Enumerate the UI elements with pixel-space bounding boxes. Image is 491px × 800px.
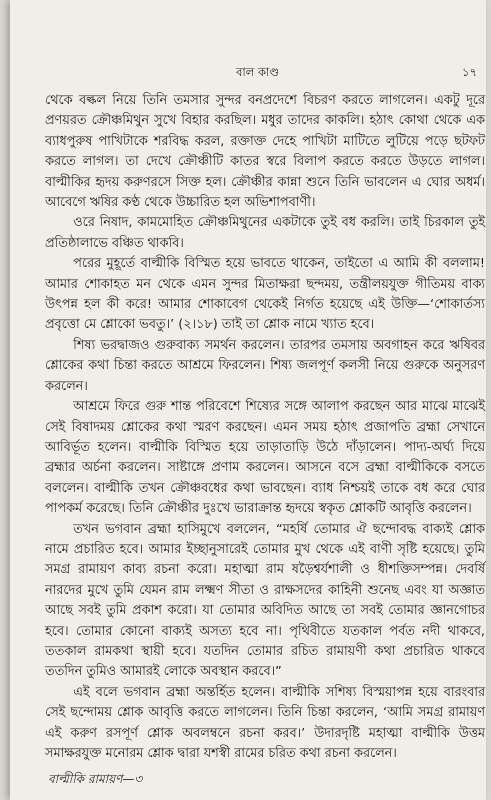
paragraph-3: পরের মুহূর্তে বাল্মীকি বিস্মিত হয়ে ভাবতে থাকেন, তাইতো এ আমি কী বললাম! আমার শোকাহত মন থেকে এমন সুন্দর মিতাক্ষরা ছন্দময়, তন্ত্রীলয়যুক্ত গীতিময় বাক্য উৎপন্ন হল কী করে! আমার শোকাবেগ থেকেই নির্গত হয়েছে এই উক্তি—‘শোকার্তস্য প্রবৃত্তো মে শ্লোকো ভবতু।’ (২।১৮) তাই তা শ্লোক নামে খ্যাত হবে। [45, 256, 485, 333]
paragraph-2: ওরে নিষাদ, কামমোহিত ক্রৌঞ্চমিথুনের একটাকে তুই বধ করলি। তাই চিরকাল তুই প্রতিষ্ঠালাভে বঞ্চিত থাকবি। [45, 215, 485, 251]
book-page [10, 0, 486, 800]
paragraph-5: আশ্রমে ফিরে গুরু শান্ত পরিবেশে শিষ্যের সঙ্গে আলাপ করছেন আর মাঝে মাঝেই সেই বিষাদময় শ্লোকের কথা স্মরণ করছেন। এমন সময় হঠাৎ প্রজাপতি ব্রহ্মা সেখানে আবির্ভূত হলেন। বাল্মীকি বিস্মিত হয়ে তাড়াতাড়ি উঠে দাঁড়ালেন। পাদ্য-অর্ঘ্য দিয়ে ব্রহ্মার অর্চনা করলেন। সাষ্টাঙ্গে প্রণাম করলেন। আসনে বসে ব্রহ্মা বাল্মীকিকে বসতে বললেন। বাল্মীকি তখন ক্রৌঞ্চবধের কথা ভাবছেন। ব্যাধ নিশ্চয়ই তাকে বধ করে ঘোর পাপকর্ম করেছে। তিনি ক্রৌঞ্চীর দুঃখে ভারাক্রান্ত হৃদয়ে স্বকৃত শ্লোকটি আবৃত্তি করলেন। [45, 399, 485, 517]
paragraph-4: শিষ্য ভরদ্বাজও গুরুবাক্য সমর্থন করলেন। তারপর তমসায় অবগাহন করে ঋষিবর শ্লোকের কথা চিন্তা করতে আশ্রমে ফিরলেন। শিষ্য জলপূর্ণ কলসী নিয়ে গুরুকে অনুসরণ করলেন। [45, 337, 485, 394]
paragraph-6: তখন ভগবান ব্রহ্মা হাসিমুখে বললেন, “মহর্ষি তোমার ঐ ছন্দোবদ্ধ বাক্যই শ্লোক নামে প্রচারিত হবে। আমার ইচ্ছানুসারেই তোমার মুখ থেকে এই বাণী সৃষ্টি হয়েছে। তুমি সমগ্র রামায়ণ কাব্য রচনা করো। মহাত্মা রাম ষড়ৈশ্বর্যশালী ও ধীশক্তিসম্পন্ন। দেবর্ষি নারদের মুখে তুমি যেমন রাম লক্ষ্মণ সীতা ও রাক্ষসদের কাহিনী শুনেছ এবং যা অজ্ঞাত আছে সবই তুমি প্রকাশ করো। যা তোমার অবিদিত আছে তা সবই তোমার জ্ঞানগোচর হবে। তোমার কোনো বাক্যই অসত্য হবে না। পৃথিবীতে যতকাল পর্বত নদী থাকবে, ততকাল রামকথা স্থায়ী হবে। যতদিন তোমার রচিত রামায়ণী কথা প্রচারিত থাকবে ততদিন তুমিও আমারই লোকে অবস্থান করবে।” [45, 521, 485, 680]
body-text [45, 91, 485, 764]
page-footer: বাল্মীকি রামায়ণ—৩ [48, 772, 143, 786]
paragraph-1: থেকে বল্কল নিয়ে তিনি তমসার সুন্দর বনপ্রদেশে বিচরণ করতে লাগলেন। একটু দূরে প্রণয়রত ক্রৌঞ্চমিথুন সুখে বিহার করছিল। মধুর তাদের কাকলি। হঠাৎ কোথা থেকে এক ব্যাধপুরুষ পাখিটাকে শরবিদ্ধ করল, রক্তাক্ত দেহে পাখিটা মাটিতে লুটিয়ে পড়ে ছটফট করতে লাগল। তা দেখে ক্রৌঞ্চীটি কাতর স্বরে বিলাপ করতে করতে উড়তে লাগল। বাল্মীকির হৃদয় করুণরসে সিক্ত হল। ক্রৌঞ্চীর কান্না শুনে তিনি ভাবলেন এ ঘোর অধর্ম। আবেগে ঋষির কণ্ঠ থেকে উচ্চারিত হল অভিশাপবাণী। [45, 93, 485, 211]
chapter-title: বাল কাণ্ড [236, 65, 280, 79]
page-number: ১৭ [462, 65, 477, 79]
paragraph-7: এই বলে ভগবান ব্রহ্মা অন্তর্হিত হলেন। বাল্মীকি সশিষ্য বিস্ময়াপন্ন হয়ে বারংবার সেই ছন্দোময় শ্লোক আবৃত্তি করতে লাগলেন। তিনি চিন্তা করলেন, ‘আমি সমগ্র রামায়ণ এই করুণ রসপূর্ণ শ্লোক অবলম্বনে রচনা করব।’ উদারদৃষ্টি মহাত্মা বাল্মীকি উত্তম সমাক্ষরযুক্ত মনোরম শ্লোক দ্বারা যশস্বী রামের চরিত কথা রচনা করলেন। [45, 684, 485, 761]
